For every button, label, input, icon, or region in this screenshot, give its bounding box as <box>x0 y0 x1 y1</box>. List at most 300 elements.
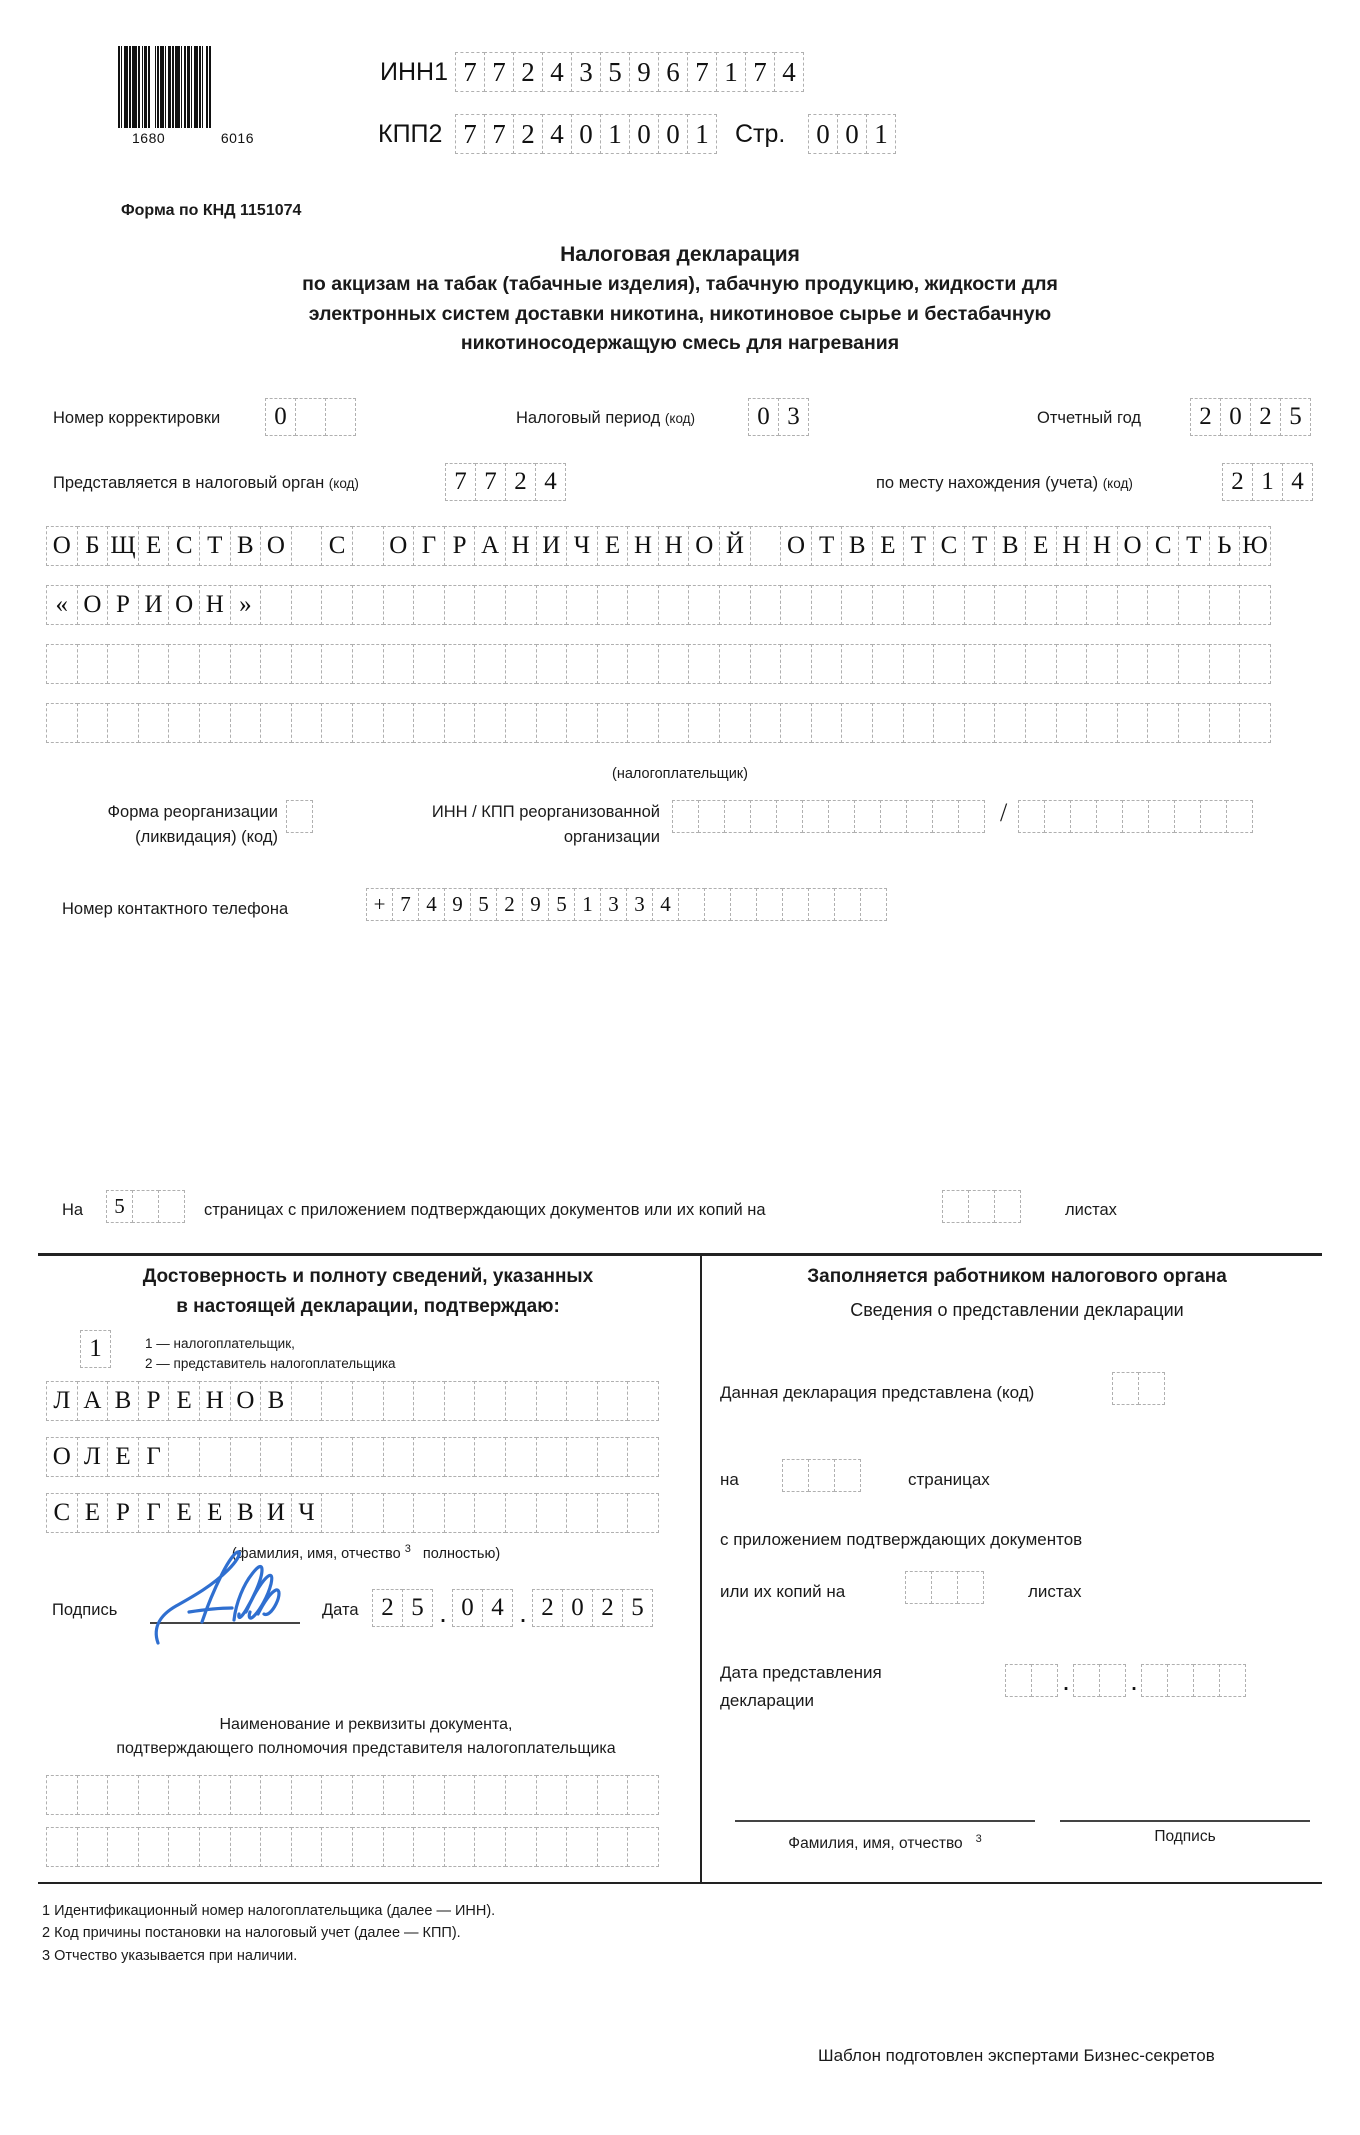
cell[interactable] <box>168 1827 200 1867</box>
cell[interactable] <box>536 703 568 743</box>
cell[interactable] <box>321 1775 353 1815</box>
cell[interactable] <box>321 1827 353 1867</box>
cell[interactable] <box>906 800 933 833</box>
cell[interactable] <box>750 703 782 743</box>
cell[interactable]: 7 <box>392 888 419 921</box>
cell[interactable] <box>536 1775 568 1815</box>
cell[interactable] <box>872 644 904 684</box>
cell[interactable] <box>1070 800 1097 833</box>
organization-name-row-1[interactable] <box>46 526 1271 566</box>
cell[interactable] <box>474 703 506 743</box>
cell[interactable] <box>260 644 292 684</box>
cell[interactable]: 9 <box>629 52 659 92</box>
cell[interactable]: Е <box>168 1493 200 1533</box>
cell[interactable]: 4 <box>652 888 679 921</box>
cell[interactable] <box>536 644 568 684</box>
confirm-date-month-field[interactable] <box>452 1589 513 1627</box>
cell[interactable]: 9 <box>522 888 549 921</box>
cell[interactable] <box>1112 1372 1139 1405</box>
cell[interactable]: И <box>260 1493 292 1533</box>
cell[interactable] <box>1056 585 1088 625</box>
cell[interactable] <box>627 703 659 743</box>
cell[interactable]: » <box>230 585 262 625</box>
cell[interactable] <box>1147 703 1179 743</box>
cell[interactable] <box>260 585 292 625</box>
cell[interactable]: 5 <box>470 888 497 921</box>
cell[interactable] <box>834 1459 861 1492</box>
authority-doc-row-2[interactable] <box>46 1827 659 1867</box>
cell[interactable]: 2 <box>496 888 523 921</box>
cell[interactable]: В <box>230 526 262 566</box>
cell[interactable] <box>352 644 384 684</box>
cell[interactable]: И <box>138 585 170 625</box>
cell[interactable]: 0 <box>562 1589 593 1627</box>
cell[interactable] <box>905 1571 932 1604</box>
cell[interactable]: О <box>260 526 292 566</box>
cell[interactable] <box>1226 800 1253 833</box>
cell[interactable]: 0 <box>748 398 779 436</box>
confirm-code-field[interactable] <box>80 1330 111 1368</box>
cell[interactable] <box>1167 1664 1194 1697</box>
cell[interactable]: 0 <box>658 114 688 154</box>
cell[interactable] <box>964 703 996 743</box>
cell[interactable] <box>719 644 751 684</box>
cell[interactable] <box>1239 703 1271 743</box>
cell[interactable]: Е <box>138 526 170 566</box>
cell[interactable] <box>107 644 139 684</box>
cell[interactable] <box>352 703 384 743</box>
cell[interactable] <box>597 1437 629 1477</box>
cell[interactable] <box>1141 1664 1168 1697</box>
cell[interactable] <box>46 644 78 684</box>
cell[interactable] <box>597 1827 629 1867</box>
cell[interactable]: 2 <box>1250 398 1281 436</box>
confirm-date-year-field[interactable] <box>532 1589 653 1627</box>
cell[interactable]: 0 <box>452 1589 483 1627</box>
cell[interactable] <box>566 1775 598 1815</box>
cell[interactable] <box>321 585 353 625</box>
cell[interactable] <box>808 888 835 921</box>
cell[interactable] <box>1178 585 1210 625</box>
cell[interactable] <box>413 585 445 625</box>
cell[interactable] <box>698 800 725 833</box>
cell[interactable] <box>444 1437 476 1477</box>
cell[interactable]: Н <box>199 1381 231 1421</box>
cell[interactable] <box>325 398 356 436</box>
tax-authority-field[interactable] <box>445 463 566 501</box>
phone-field[interactable] <box>366 888 887 921</box>
cell[interactable] <box>199 703 231 743</box>
cell[interactable] <box>505 1827 537 1867</box>
cell[interactable] <box>597 1493 629 1533</box>
cell[interactable] <box>46 1775 78 1815</box>
cell[interactable] <box>1209 644 1241 684</box>
cell[interactable] <box>383 1381 415 1421</box>
cell[interactable] <box>505 1437 537 1477</box>
cell[interactable]: + <box>366 888 393 921</box>
cell[interactable]: Е <box>199 1493 231 1533</box>
cell[interactable]: О <box>780 526 812 566</box>
cell[interactable] <box>627 644 659 684</box>
cell[interactable] <box>1219 1664 1246 1697</box>
cell[interactable] <box>704 888 731 921</box>
cell[interactable] <box>413 1493 445 1533</box>
cell[interactable]: Р <box>444 526 476 566</box>
cell[interactable] <box>474 1827 506 1867</box>
cell[interactable] <box>199 644 231 684</box>
cell[interactable] <box>291 1827 323 1867</box>
cell[interactable] <box>505 1381 537 1421</box>
cell[interactable] <box>688 644 720 684</box>
cell[interactable]: Ь <box>1209 526 1241 566</box>
cell[interactable] <box>994 703 1026 743</box>
cell[interactable]: 5 <box>600 52 630 92</box>
cell[interactable] <box>1025 703 1057 743</box>
cell[interactable]: Л <box>77 1437 109 1477</box>
cell[interactable] <box>756 888 783 921</box>
cell[interactable]: В <box>841 526 873 566</box>
cell[interactable]: Т <box>1178 526 1210 566</box>
cell[interactable] <box>627 1437 659 1477</box>
cell[interactable] <box>750 526 782 566</box>
cell[interactable]: И <box>536 526 568 566</box>
report-year-field[interactable] <box>1190 398 1311 436</box>
cell[interactable]: 5 <box>1280 398 1311 436</box>
cell[interactable] <box>383 1827 415 1867</box>
cell[interactable] <box>1056 644 1088 684</box>
cell[interactable] <box>1239 644 1271 684</box>
cell[interactable] <box>872 703 904 743</box>
cell[interactable]: 7 <box>455 52 485 92</box>
cell[interactable] <box>1031 1664 1058 1697</box>
official-date-month-field[interactable] <box>1073 1664 1126 1697</box>
pages-count-field[interactable] <box>106 1190 185 1223</box>
cell[interactable] <box>444 585 476 625</box>
cell[interactable] <box>413 1437 445 1477</box>
cell[interactable] <box>1122 800 1149 833</box>
cell[interactable] <box>1200 800 1227 833</box>
cell[interactable] <box>780 644 812 684</box>
cell[interactable] <box>627 1827 659 1867</box>
surname-field[interactable] <box>46 1381 659 1421</box>
cell[interactable] <box>444 644 476 684</box>
cell[interactable]: 7 <box>745 52 775 92</box>
firstname-field[interactable] <box>46 1437 659 1477</box>
cell[interactable] <box>802 800 829 833</box>
cell[interactable]: 4 <box>542 52 572 92</box>
cell[interactable] <box>138 1827 170 1867</box>
cell[interactable] <box>46 703 78 743</box>
organization-name-row-3[interactable] <box>46 644 1271 684</box>
cell[interactable]: 3 <box>600 888 627 921</box>
authority-doc-row-1[interactable] <box>46 1775 659 1815</box>
cell[interactable] <box>291 1437 323 1477</box>
cell[interactable]: 1 <box>866 114 896 154</box>
cell[interactable] <box>964 644 996 684</box>
cell[interactable] <box>1073 1664 1100 1697</box>
cell[interactable]: 5 <box>548 888 575 921</box>
cell[interactable]: О <box>1117 526 1149 566</box>
reorg-inn-field[interactable] <box>672 800 985 833</box>
cell[interactable]: А <box>77 1381 109 1421</box>
cell[interactable] <box>597 1775 629 1815</box>
cell[interactable]: 0 <box>837 114 867 154</box>
cell[interactable]: 1 <box>574 888 601 921</box>
cell[interactable]: 1 <box>1252 463 1283 501</box>
cell[interactable] <box>1025 585 1057 625</box>
cell[interactable]: Н <box>658 526 690 566</box>
official-date-year-field[interactable] <box>1141 1664 1246 1697</box>
cell[interactable] <box>968 1190 995 1223</box>
cell[interactable] <box>77 1775 109 1815</box>
cell[interactable] <box>1148 800 1175 833</box>
cell[interactable] <box>1147 644 1179 684</box>
cell[interactable]: 7 <box>484 114 514 154</box>
cell[interactable]: 4 <box>482 1589 513 1627</box>
cell[interactable] <box>444 1493 476 1533</box>
cell[interactable] <box>1209 703 1241 743</box>
cell[interactable] <box>138 644 170 684</box>
cell[interactable] <box>168 1437 200 1477</box>
cell[interactable]: В <box>107 1381 139 1421</box>
official-date-day-field[interactable] <box>1005 1664 1058 1697</box>
cell[interactable] <box>750 800 777 833</box>
cell[interactable] <box>750 644 782 684</box>
cell[interactable] <box>505 585 537 625</box>
cell[interactable] <box>536 1493 568 1533</box>
cell[interactable] <box>1117 585 1149 625</box>
cell[interactable] <box>474 1493 506 1533</box>
cell[interactable] <box>1086 644 1118 684</box>
cell[interactable] <box>1096 800 1123 833</box>
cell[interactable]: О <box>230 1381 262 1421</box>
cell[interactable] <box>566 585 598 625</box>
cell[interactable] <box>77 1827 109 1867</box>
cell[interactable] <box>688 703 720 743</box>
cell[interactable] <box>678 888 705 921</box>
cell[interactable] <box>719 703 751 743</box>
cell[interactable] <box>811 644 843 684</box>
cell[interactable] <box>880 800 907 833</box>
cell[interactable] <box>658 585 690 625</box>
cell[interactable] <box>597 703 629 743</box>
cell[interactable]: 2 <box>505 463 536 501</box>
cell[interactable] <box>1239 585 1271 625</box>
cell[interactable] <box>291 1775 323 1815</box>
cell[interactable]: А <box>474 526 506 566</box>
cell[interactable]: Е <box>1025 526 1057 566</box>
cell[interactable] <box>321 1493 353 1533</box>
cell[interactable]: Н <box>1056 526 1088 566</box>
sheets-count-field[interactable] <box>942 1190 1021 1223</box>
cell[interactable] <box>505 644 537 684</box>
cell[interactable] <box>1056 703 1088 743</box>
cell[interactable] <box>903 644 935 684</box>
kpp-field[interactable] <box>455 114 717 154</box>
cell[interactable] <box>1086 585 1118 625</box>
cell[interactable]: 5 <box>106 1190 133 1223</box>
cell[interactable]: Н <box>199 585 231 625</box>
cell[interactable]: 1 <box>716 52 746 92</box>
location-field[interactable] <box>1222 463 1313 501</box>
cell[interactable] <box>994 644 1026 684</box>
cell[interactable] <box>872 585 904 625</box>
cell[interactable] <box>260 1775 292 1815</box>
cell[interactable] <box>291 585 323 625</box>
cell[interactable] <box>168 1775 200 1815</box>
cell[interactable] <box>474 644 506 684</box>
cell[interactable] <box>994 1190 1021 1223</box>
cell[interactable] <box>413 1381 445 1421</box>
cell[interactable] <box>132 1190 159 1223</box>
cell[interactable] <box>719 585 751 625</box>
cell[interactable] <box>782 1459 809 1492</box>
cell[interactable]: Е <box>107 1437 139 1477</box>
cell[interactable] <box>168 703 200 743</box>
cell[interactable] <box>474 1437 506 1477</box>
cell[interactable]: 2 <box>592 1589 623 1627</box>
cell[interactable]: Т <box>199 526 231 566</box>
cell[interactable]: В <box>230 1493 262 1533</box>
cell[interactable]: Т <box>903 526 935 566</box>
cell[interactable] <box>321 644 353 684</box>
cell[interactable] <box>413 644 445 684</box>
cell[interactable] <box>780 703 812 743</box>
cell[interactable] <box>1174 800 1201 833</box>
cell[interactable]: 6 <box>658 52 688 92</box>
cell[interactable] <box>536 1381 568 1421</box>
cell[interactable]: С <box>168 526 200 566</box>
cell[interactable]: Й <box>719 526 751 566</box>
cell[interactable] <box>158 1190 185 1223</box>
cell[interactable]: 0 <box>629 114 659 154</box>
cell[interactable]: 4 <box>542 114 572 154</box>
cell[interactable]: О <box>77 585 109 625</box>
cell[interactable]: О <box>46 526 78 566</box>
cell[interactable] <box>383 1493 415 1533</box>
cell[interactable] <box>903 703 935 743</box>
cell[interactable] <box>808 1459 835 1492</box>
cell[interactable] <box>107 1827 139 1867</box>
cell[interactable]: С <box>1147 526 1179 566</box>
cell[interactable]: Ю <box>1239 526 1271 566</box>
cell[interactable]: 4 <box>1282 463 1313 501</box>
reorg-kpp-field[interactable] <box>1018 800 1253 833</box>
cell[interactable] <box>199 1775 231 1815</box>
cell[interactable] <box>199 1827 231 1867</box>
cell[interactable] <box>566 703 598 743</box>
cell[interactable]: Г <box>413 526 445 566</box>
cell[interactable] <box>1178 644 1210 684</box>
cell[interactable] <box>107 1775 139 1815</box>
cell[interactable] <box>352 585 384 625</box>
cell[interactable] <box>383 585 415 625</box>
cell[interactable]: 4 <box>774 52 804 92</box>
cell[interactable] <box>444 1827 476 1867</box>
cell[interactable] <box>860 888 887 921</box>
cell[interactable] <box>352 1437 384 1477</box>
cell[interactable]: Ч <box>566 526 598 566</box>
cell[interactable] <box>811 703 843 743</box>
cell[interactable] <box>688 585 720 625</box>
cell[interactable]: 5 <box>402 1589 433 1627</box>
cell[interactable] <box>776 800 803 833</box>
cell[interactable]: Р <box>107 1493 139 1533</box>
cell[interactable]: 0 <box>1220 398 1251 436</box>
cell[interactable]: 2 <box>513 114 543 154</box>
cell[interactable] <box>931 1571 958 1604</box>
cell[interactable]: 7 <box>455 114 485 154</box>
cell[interactable]: С <box>321 526 353 566</box>
cell[interactable] <box>780 585 812 625</box>
correction-field[interactable] <box>265 398 356 436</box>
cell[interactable]: 0 <box>808 114 838 154</box>
cell[interactable] <box>474 585 506 625</box>
cell[interactable] <box>321 703 353 743</box>
cell[interactable] <box>903 585 935 625</box>
cell[interactable]: 3 <box>778 398 809 436</box>
cell[interactable] <box>597 1381 629 1421</box>
cell[interactable] <box>1117 644 1149 684</box>
cell[interactable] <box>505 1493 537 1533</box>
cell[interactable] <box>627 1493 659 1533</box>
cell[interactable]: О <box>383 526 415 566</box>
cell[interactable] <box>295 398 326 436</box>
cell[interactable] <box>413 703 445 743</box>
cell[interactable]: Г <box>138 1493 170 1533</box>
cell[interactable] <box>46 1827 78 1867</box>
cell[interactable] <box>828 800 855 833</box>
inn-field[interactable] <box>455 52 804 92</box>
cell[interactable]: Е <box>168 1381 200 1421</box>
cell[interactable]: 1 <box>600 114 630 154</box>
cell[interactable]: 2 <box>1190 398 1221 436</box>
cell[interactable] <box>1018 800 1045 833</box>
cell[interactable] <box>138 1775 170 1815</box>
cell[interactable] <box>291 703 323 743</box>
cell[interactable] <box>994 585 1026 625</box>
cell[interactable]: Щ <box>107 526 139 566</box>
cell[interactable] <box>658 703 690 743</box>
cell[interactable]: Р <box>107 585 139 625</box>
cell[interactable] <box>260 1437 292 1477</box>
cell[interactable]: С <box>933 526 965 566</box>
cell[interactable] <box>260 1827 292 1867</box>
official-submitted-field[interactable] <box>1112 1372 1165 1405</box>
cell[interactable] <box>1178 703 1210 743</box>
cell[interactable] <box>168 644 200 684</box>
cell[interactable] <box>1025 644 1057 684</box>
cell[interactable]: С <box>46 1493 78 1533</box>
cell[interactable] <box>383 1775 415 1815</box>
cell[interactable] <box>782 888 809 921</box>
cell[interactable]: 4 <box>418 888 445 921</box>
cell[interactable] <box>474 1775 506 1815</box>
cell[interactable] <box>230 703 262 743</box>
cell[interactable]: 1 <box>687 114 717 154</box>
reorg-form-field[interactable] <box>286 800 313 833</box>
cell[interactable] <box>566 1493 598 1533</box>
cell[interactable]: 1 <box>80 1330 111 1368</box>
cell[interactable] <box>1138 1372 1165 1405</box>
cell[interactable] <box>199 1437 231 1477</box>
cell[interactable] <box>933 585 965 625</box>
organization-name-row-4[interactable] <box>46 703 1271 743</box>
cell[interactable]: О <box>688 526 720 566</box>
cell[interactable] <box>291 526 323 566</box>
cell[interactable] <box>841 585 873 625</box>
cell[interactable] <box>383 1437 415 1477</box>
